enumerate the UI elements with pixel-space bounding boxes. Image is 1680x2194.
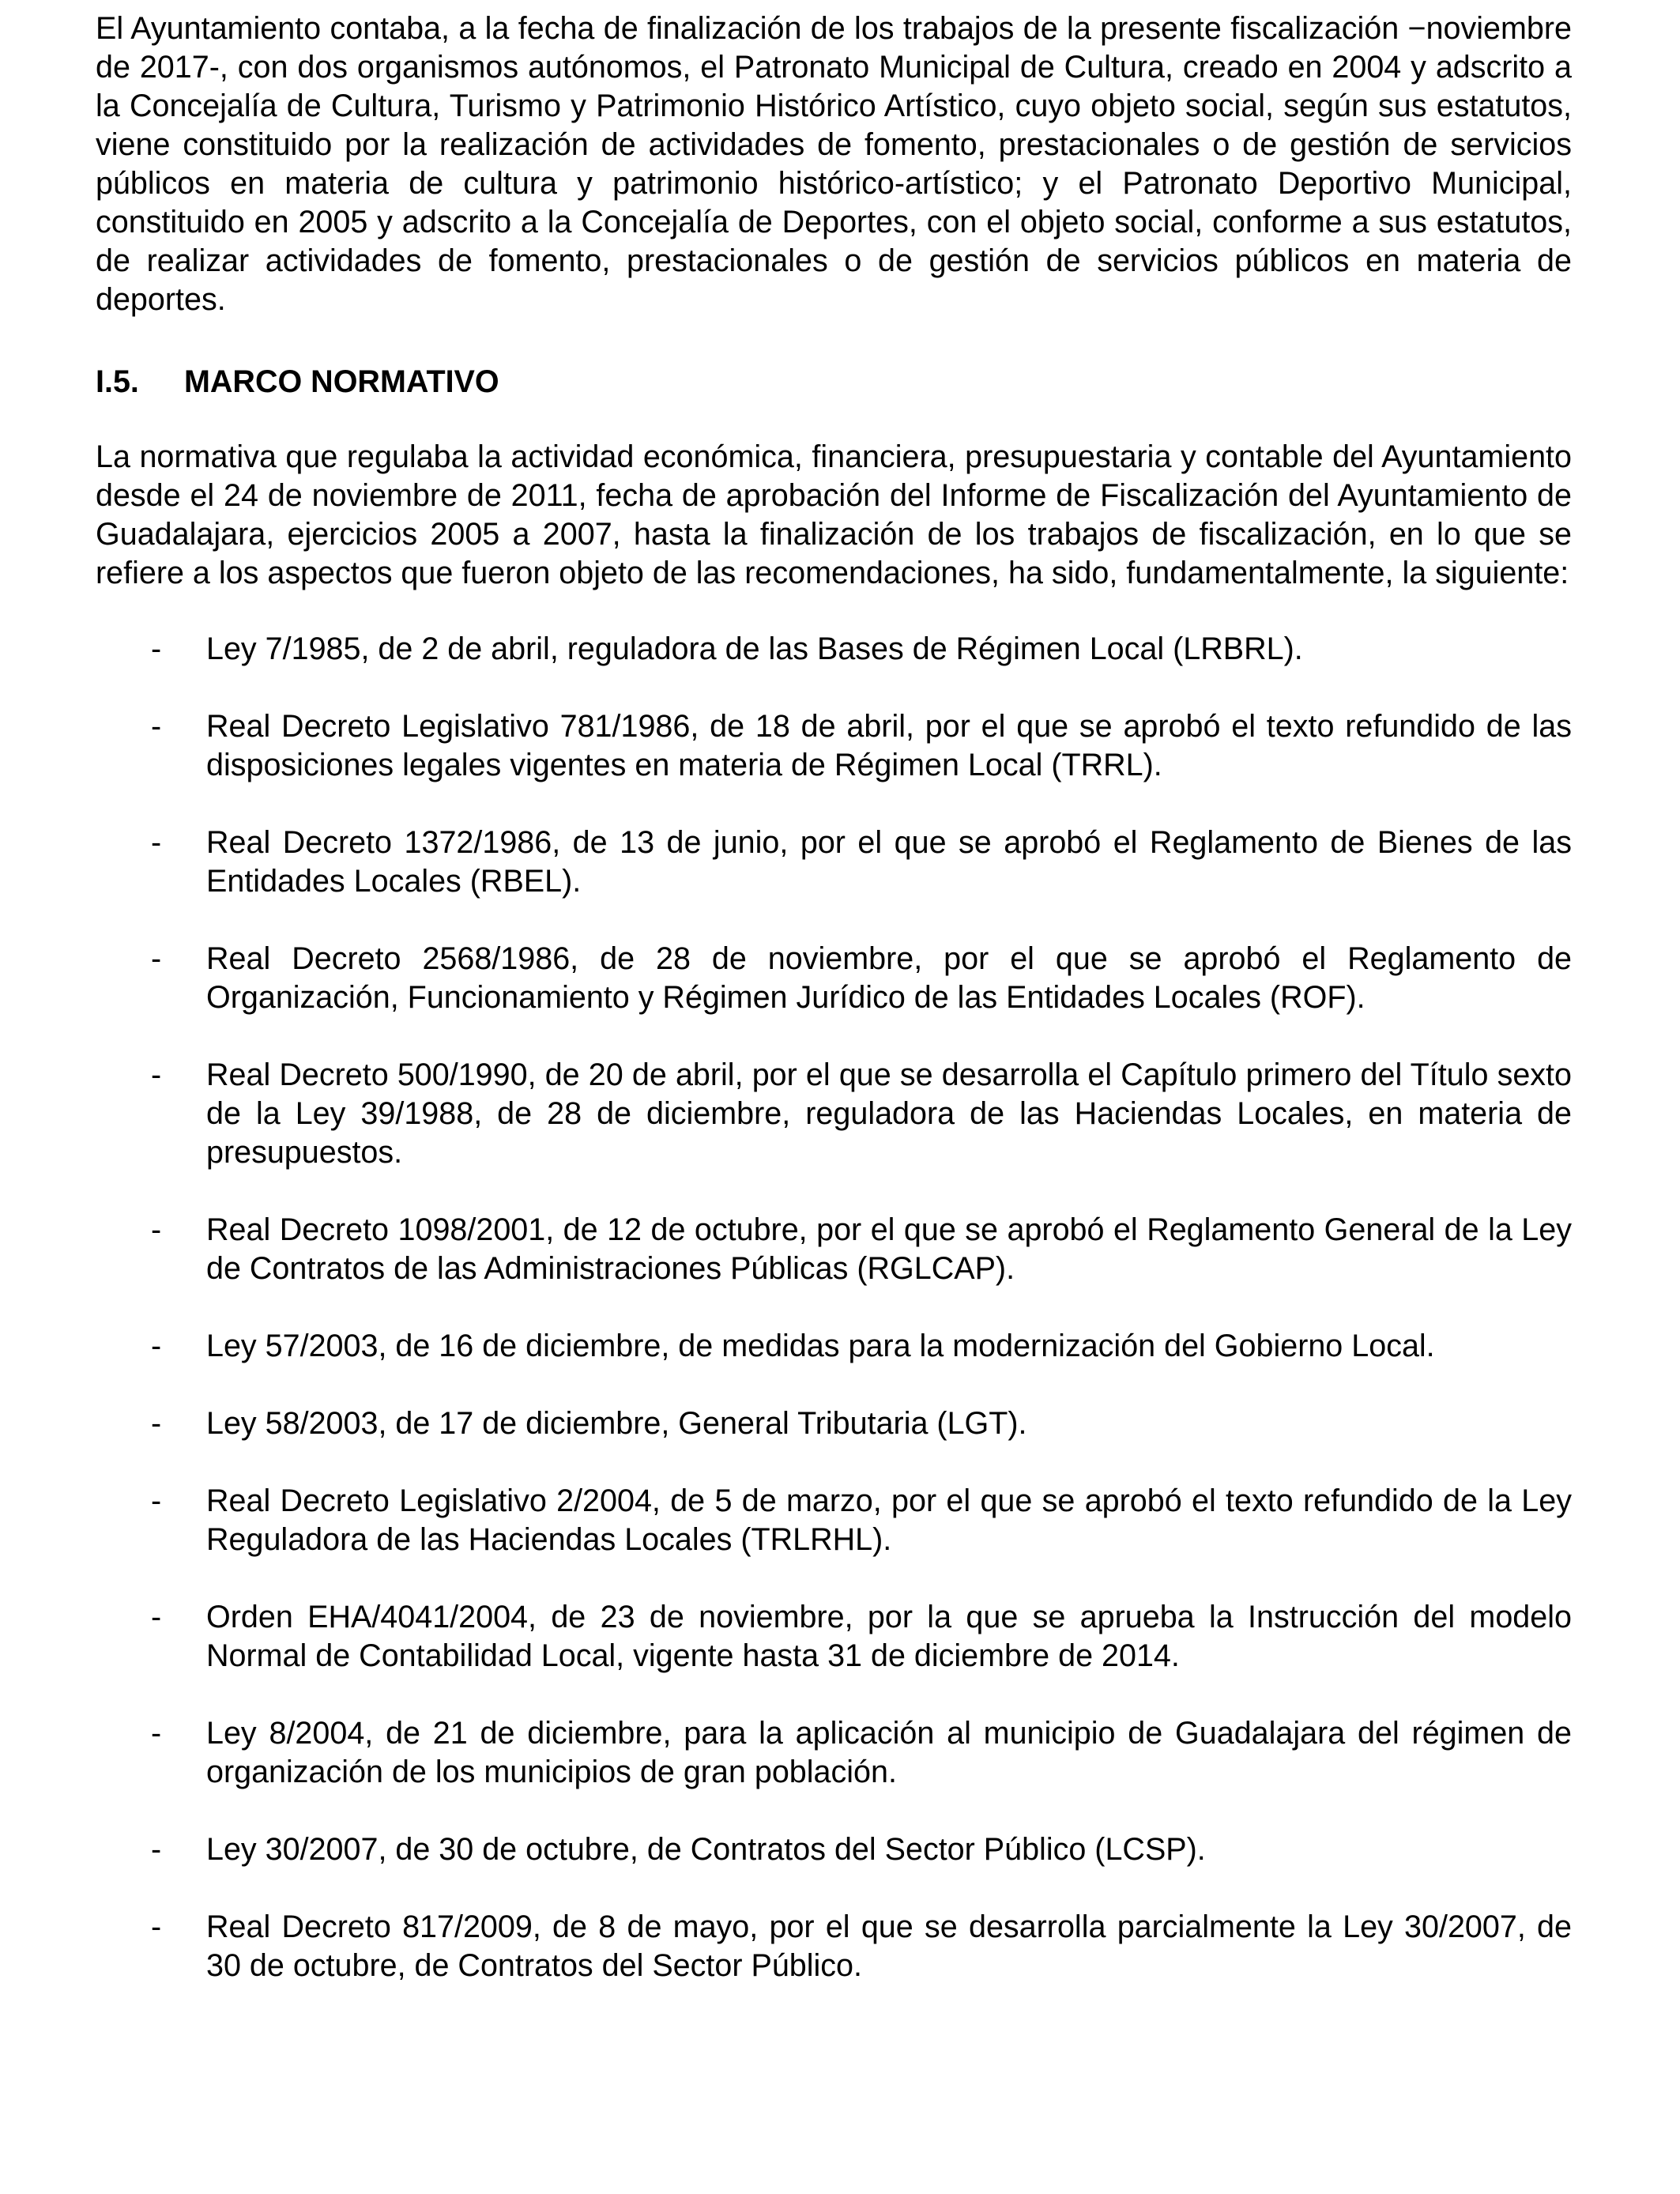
list-item-text: Real Decreto 2568/1986, de 28 de noviembre, por el que se aprobó el Reglamento de Organización, Funcionamiento y Régimen Jurídico de las Entidades Locales (ROF). [206, 941, 1572, 1015]
list-bullet: - [151, 709, 162, 744]
list-item [96, 940, 1572, 1017]
list-item [96, 1056, 1572, 1172]
list-bullet: - [151, 1406, 162, 1441]
list-item-text: Real Decreto 1372/1986, de 13 de junio, por el que se aprobó el Reglamento de Bienes de las Entidades Locales (RBEL). [206, 825, 1572, 899]
list-bullet: - [151, 631, 162, 666]
list-item-text: Real Decreto 817/2009, de 8 de mayo, por el que se desarrolla parcialmente la Ley 30/2007, de 30 de octubre, de Contratos del Sector Público. [206, 1909, 1572, 1983]
section-paragraph: La normativa que regulaba la actividad económica, financiera, presupuestaria y contable del Ayuntamiento desde el 24 de noviembre de 2011, fecha de aprobación del Informe de Fiscalización del Ayuntamiento de Guadalajara, ejercicios 2005 a 2007, hasta la finalización de los trabajos de fiscalización, en lo que se refiere a los aspectos que fueron objeto de las recomendaciones, ha sido, fundamentalmente, la siguiente: [96, 439, 1572, 590]
list-bullet: - [151, 1716, 162, 1751]
list-item-text: Real Decreto Legislativo 781/1986, de 18 de abril, por el que se aprobó el texto refundido de las disposiciones legales vigentes en materia de Régimen Local (TRRL). [206, 709, 1572, 782]
list-item [96, 824, 1572, 901]
list-item-text: Real Decreto Legislativo 2/2004, de 5 de marzo, por el que se aprobó el texto refundido de la Ley Reguladora de las Haciendas Locales (TRLRHL). [206, 1483, 1572, 1557]
list-item-text: Real Decreto 500/1990, de 20 de abril, por el que se desarrolla el Capítulo primero del Título sexto de la Ley 39/1988, de 28 de diciembre, reguladora de las Haciendas Locales, en materia de presupuestos. [206, 1057, 1572, 1170]
list-bullet: - [151, 941, 162, 976]
intro-paragraph: El Ayuntamiento contaba, a la fecha de finalización de los trabajos de la presente fiscalización −noviembre de 2017-, con dos organismos autónomos, el Patronato Municipal de Cultura, creado en 2004 y adscrito a la Concejalía de Cultura, Turismo y Patrimonio Histórico Artístico, cuyo objeto social, según sus estatutos, viene constituido por la realización de actividades de fomento, prestacionales o de gestión de servicios públicos en materia de cultura y patrimonio histórico-artístico; y el Patronato Deportivo Municipal, constituido en 2005 y adscrito a la Concejalía de Deportes, con el objeto social, conforme a sus estatutos, de realizar actividades de fomento, prestacionales o de gestión de servicios públicos en materia de deportes. [96, 11, 1572, 317]
list-item-text: Orden EHA/4041/2004, de 23 de noviembre, por la que se aprueba la Instrucción del modelo Normal de Contabilidad Local, vigente hasta 31 de diciembre de 2014. [206, 1600, 1572, 1673]
list-item [96, 1598, 1572, 1676]
section-title: MARCO NORMATIVO [184, 364, 499, 399]
list-item-text: Ley 30/2007, de 30 de octubre, de Contratos del Sector Público (LCSP). [206, 1832, 1206, 1867]
list-bullet: - [151, 1600, 162, 1634]
list-item [96, 1327, 1572, 1366]
regulation-list [96, 630, 1572, 1985]
section-heading [96, 363, 1572, 401]
list-item [96, 1482, 1572, 1559]
document-page [96, 0, 1572, 2024]
list-item [96, 1908, 1572, 1985]
list-item-text: Ley 8/2004, de 21 de diciembre, para la aplicación al municipio de Guadalajara del régimen de organización de los municipios de gran población. [206, 1716, 1572, 1789]
list-item [96, 630, 1572, 669]
list-bullet: - [151, 825, 162, 860]
list-bullet: - [151, 1329, 162, 1363]
list-item [96, 1211, 1572, 1288]
list-bullet: - [151, 1832, 162, 1867]
list-bullet: - [151, 1909, 162, 1944]
list-item-text: Ley 57/2003, de 16 de diciembre, de medidas para la modernización del Gobierno Local. [206, 1329, 1435, 1363]
list-item-text: Ley 7/1985, de 2 de abril, reguladora de las Bases de Régimen Local (LRBRL). [206, 631, 1303, 666]
list-bullet: - [151, 1057, 162, 1092]
list-item [96, 707, 1572, 785]
list-item [96, 1404, 1572, 1443]
list-bullet: - [151, 1212, 162, 1247]
list-bullet: - [151, 1483, 162, 1518]
list-item-text: Ley 58/2003, de 17 de diciembre, General Tributaria (LGT). [206, 1406, 1027, 1441]
list-item [96, 1714, 1572, 1792]
list-item-text: Real Decreto 1098/2001, de 12 de octubre, por el que se aprobó el Reglamento General de la Ley de Contratos de las Administraciones Públicas (RGLCAP). [206, 1212, 1572, 1286]
section-number: I.5. [96, 364, 139, 399]
list-item [96, 1830, 1572, 1869]
